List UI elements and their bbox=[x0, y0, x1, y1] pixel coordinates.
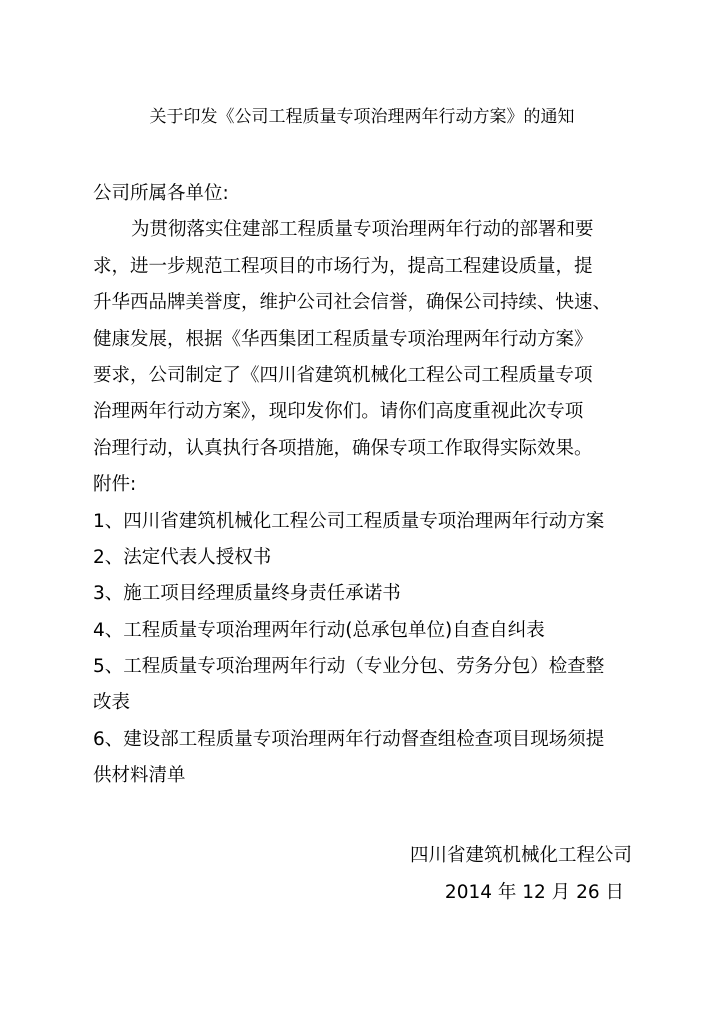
signature-date: 2014 年 12 月 26 日 bbox=[444, 882, 624, 903]
body-line: 求，进一步规范工程项目的市场行为，提高工程建设质量，提 bbox=[93, 255, 593, 277]
document-title: 关于印发《公司工程质量专项治理两年行动方案》的通知 bbox=[149, 107, 575, 127]
body-line: 升华西品牌美誉度，维护公司社会信誉，确保公司持续、快速、 bbox=[93, 292, 612, 314]
attachments-label: 附件: bbox=[93, 474, 137, 496]
signature-company: 四川省建筑机械化工程公司 bbox=[409, 845, 632, 866]
body-line: 健康发展，根据《华西集团工程质量专项治理两年行动方案》 bbox=[93, 328, 593, 350]
attachment-item: 3、施工项目经理质量终身责任承诺书 bbox=[93, 583, 401, 605]
document-body bbox=[93, 176, 653, 795]
attachment-item: 4、工程质量专项治理两年行动(总承包单位)自查自纠表 bbox=[93, 619, 545, 641]
body-line: 要求，公司制定了《四川省建筑机械化工程公司工程质量专项 bbox=[93, 364, 593, 386]
salutation: 公司所属各单位: bbox=[93, 183, 229, 204]
body-line: 为贯彻落实住建部工程质量专项治理两年行动的部署和要 bbox=[131, 219, 594, 241]
attachment-item-continued: 供材料清单 bbox=[93, 765, 186, 787]
body-line: 治理两年行动方案》，现印发你们。请你们高度重视此次专项 bbox=[93, 401, 584, 423]
attachment-item: 5、工程质量专项治理两年行动（专业分包、劳务分包）检查整 bbox=[93, 656, 605, 678]
body-line: 治理行动，认真执行各项措施，确保专项工作取得实际效果。 bbox=[93, 437, 593, 459]
attachment-item: 1、四川省建筑机械化工程公司工程质量专项治理两年行动方案 bbox=[93, 510, 605, 532]
attachment-item: 2、法定代表人授权书 bbox=[93, 546, 272, 568]
attachment-item: 6、建设部工程质量专项治理两年行动督查组检查项目现场须提 bbox=[93, 728, 605, 750]
attachment-item-continued: 改表 bbox=[93, 692, 131, 714]
